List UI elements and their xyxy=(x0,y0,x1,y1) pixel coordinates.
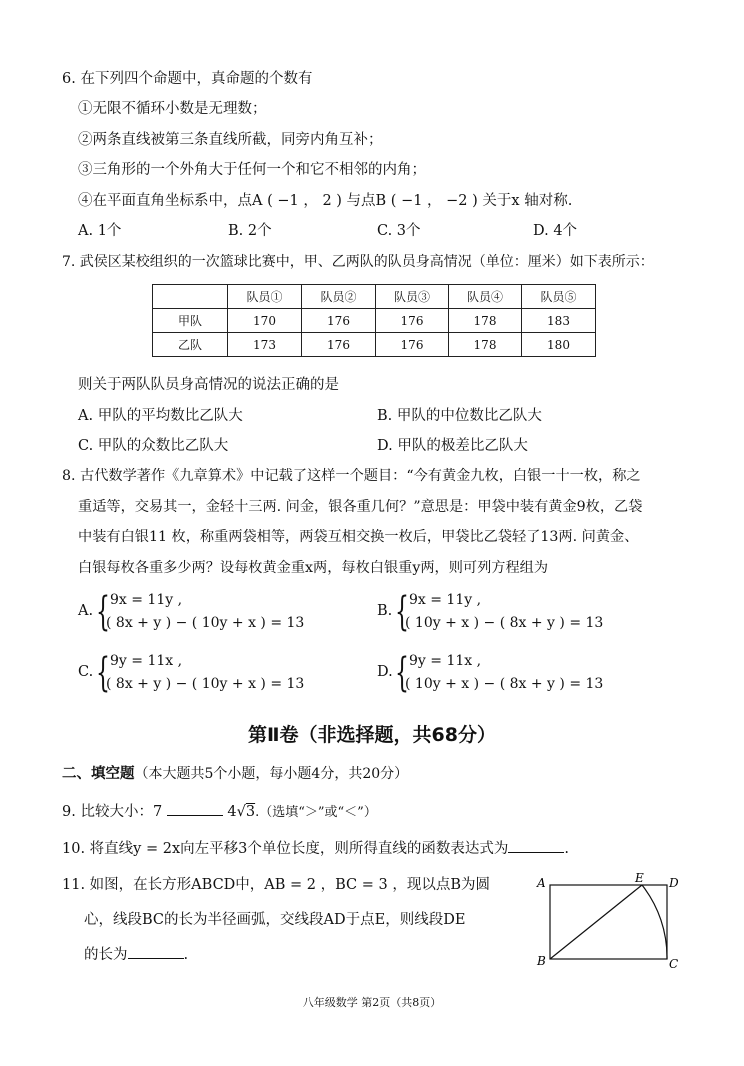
q9 xyxy=(62,801,377,823)
q10-end: . xyxy=(564,841,569,857)
label-e: E xyxy=(635,872,644,885)
brace-icon: { xyxy=(395,650,409,696)
table-header-cell: 队员③ xyxy=(376,285,449,309)
table-row xyxy=(153,309,596,333)
q8-line-2: 重适等，交易其一，金轻十三两. 问金，银各重几何？”意思是：甲袋中装有黄金9枚，乙袋 xyxy=(78,499,643,515)
q8-line-3: 中装有白银11 枚，称重两袋相等，两袋互相交换一枚后，甲袋比乙袋轻了13两. 问黄金、 xyxy=(78,529,639,545)
q10 xyxy=(62,838,569,859)
q8-option-b-eq1: 9x = 11y , xyxy=(409,592,482,608)
q8-line-1: 8. 古代数学著作《九章算术》中记载了这样一个题目：“今有黄金九枚，白银一十一枚，称之 xyxy=(62,468,641,484)
q9-radicand: 3 xyxy=(245,804,256,820)
page-footer: 八年级数学 第2页（共8页） xyxy=(302,996,442,1009)
q8-option-c-eq2: ( 8x + y ) − ( 10y + x ) = 13 xyxy=(106,676,305,692)
q8-option-c-label: C. xyxy=(78,664,94,680)
brace-icon: { xyxy=(96,589,110,635)
table-cell: 170 xyxy=(228,309,302,333)
q7-option-c: C. 甲队的众数比乙队大 xyxy=(78,438,229,454)
q6-option-c: C. 3个 xyxy=(377,223,421,239)
table-cell: 乙队 xyxy=(153,333,228,357)
label-b: B xyxy=(537,954,546,968)
brace-icon: { xyxy=(96,650,110,696)
label-a: A xyxy=(537,876,546,890)
q10-text: 10. 将直线y = 2x向左平移3个单位长度，则所得直线的函数表达式为 xyxy=(62,841,509,857)
q7-option-a: A. 甲队的平均数比乙队大 xyxy=(78,408,243,424)
q6-option-d: D. 4个 xyxy=(533,223,578,239)
q9-suffix: .（选填“＞”或“＜”） xyxy=(255,805,377,820)
q9-prefix: 9. 比较大小：7 xyxy=(62,804,163,820)
table-cell: 178 xyxy=(449,333,522,357)
brace-icon: { xyxy=(395,589,409,635)
table-cell: 178 xyxy=(449,309,522,333)
table-cell: 173 xyxy=(228,333,302,357)
table-header-cell: 队员② xyxy=(302,285,376,309)
q8-option-d-eq2: ( 10y + x ) − ( 8x + y ) = 13 xyxy=(405,676,604,692)
q7-stem: 7. 武侯区某校组织的一次篮球比赛中，甲、乙两队的队员身高情况（单位：厘米）如下表所示： xyxy=(62,254,654,270)
rectangle-figure xyxy=(535,872,685,972)
q7-question: 则关于两队队员身高情况的说法正确的是 xyxy=(78,377,339,393)
section-header xyxy=(62,764,408,784)
table-cell: 176 xyxy=(302,333,376,357)
q8-option-a-eq1: 9x = 11y , xyxy=(110,592,183,608)
table-cell: 176 xyxy=(376,309,449,333)
part2-title: 第Ⅱ卷（非选择题，共68分） xyxy=(248,724,496,746)
q8-option-b-eq2: ( 10y + x ) − ( 8x + y ) = 13 xyxy=(405,615,604,631)
q11-answer-blank[interactable] xyxy=(128,944,184,959)
q7-option-b: B. 甲队的中位数比乙队大 xyxy=(377,408,542,424)
table-row xyxy=(153,333,596,357)
q6-item-1: ①无限不循环小数是无理数； xyxy=(78,101,267,117)
q8-option-b-label: B. xyxy=(377,603,393,619)
segment-be xyxy=(550,885,642,959)
table-header-cell: 队员④ xyxy=(449,285,522,309)
label-d: D xyxy=(669,876,679,890)
q6-item-4: ④在平面直角坐标系中，点A ( −1 ， 2 ) 与点B ( −1 ， −2 ) 关于x 轴对称. xyxy=(78,193,573,209)
label-c: C xyxy=(669,957,679,971)
q8-option-d-label: D. xyxy=(377,664,393,680)
table-header-cell: 队员⑤ xyxy=(522,285,596,309)
table-header-row xyxy=(153,285,596,309)
arc-ec xyxy=(642,885,667,959)
q6-option-b: B. 2个 xyxy=(228,223,272,239)
q10-answer-blank[interactable] xyxy=(508,838,564,853)
q8-option-a-label: A. xyxy=(78,603,94,619)
table-cell: 180 xyxy=(522,333,596,357)
q6-item-3: ③三角形的一个外角大于任何一个和它不相邻的内角； xyxy=(78,162,426,178)
section-note: （本大题共5个小题，每小题4分，共20分） xyxy=(134,766,409,782)
q8-line-4: 白银每枚各重多少两？设每枚黄金重x两，每枚白银重y两，则可列方程组为 xyxy=(78,560,549,576)
q11-line-3 xyxy=(84,944,188,965)
section-label: 二、填空题 xyxy=(62,766,135,782)
q9-answer-blank[interactable] xyxy=(167,801,223,816)
q11-end: . xyxy=(183,947,189,963)
q8-option-c-eq1: 9y = 11x , xyxy=(110,653,183,669)
q6-stem: 6. 在下列四个命题中，真命题的个数有 xyxy=(62,71,313,87)
q6-item-2: ②两条直线被第三条直线所截，同旁内角互补； xyxy=(78,132,383,148)
q7-option-d: D. 甲队的极差比乙队大 xyxy=(377,438,528,454)
height-table xyxy=(152,284,596,357)
table-cell: 176 xyxy=(376,333,449,357)
table-header-cell xyxy=(153,285,228,309)
sqrt-icon: √ xyxy=(236,804,246,820)
q6-option-a: A. 1个 xyxy=(78,223,122,239)
table-cell: 183 xyxy=(522,309,596,333)
q11-line-1: 11. 如图，在长方形ABCD中，AB = 2 ，BC = 3 ，现以点B为圆 xyxy=(62,877,490,893)
table-header-cell: 队员① xyxy=(228,285,302,309)
q9-mid: 4 xyxy=(227,804,237,820)
table-cell: 176 xyxy=(302,309,376,333)
q8-option-d-eq1: 9y = 11x , xyxy=(409,653,482,669)
table-cell: 甲队 xyxy=(153,309,228,333)
q11-line-2: 心，线段BC的长为半径画弧，交线段AD于点E，则线段DE xyxy=(84,912,466,928)
q8-option-a-eq2: ( 8x + y ) − ( 10y + x ) = 13 xyxy=(106,615,305,631)
q11-line-3-text: 的长为 xyxy=(84,947,128,963)
